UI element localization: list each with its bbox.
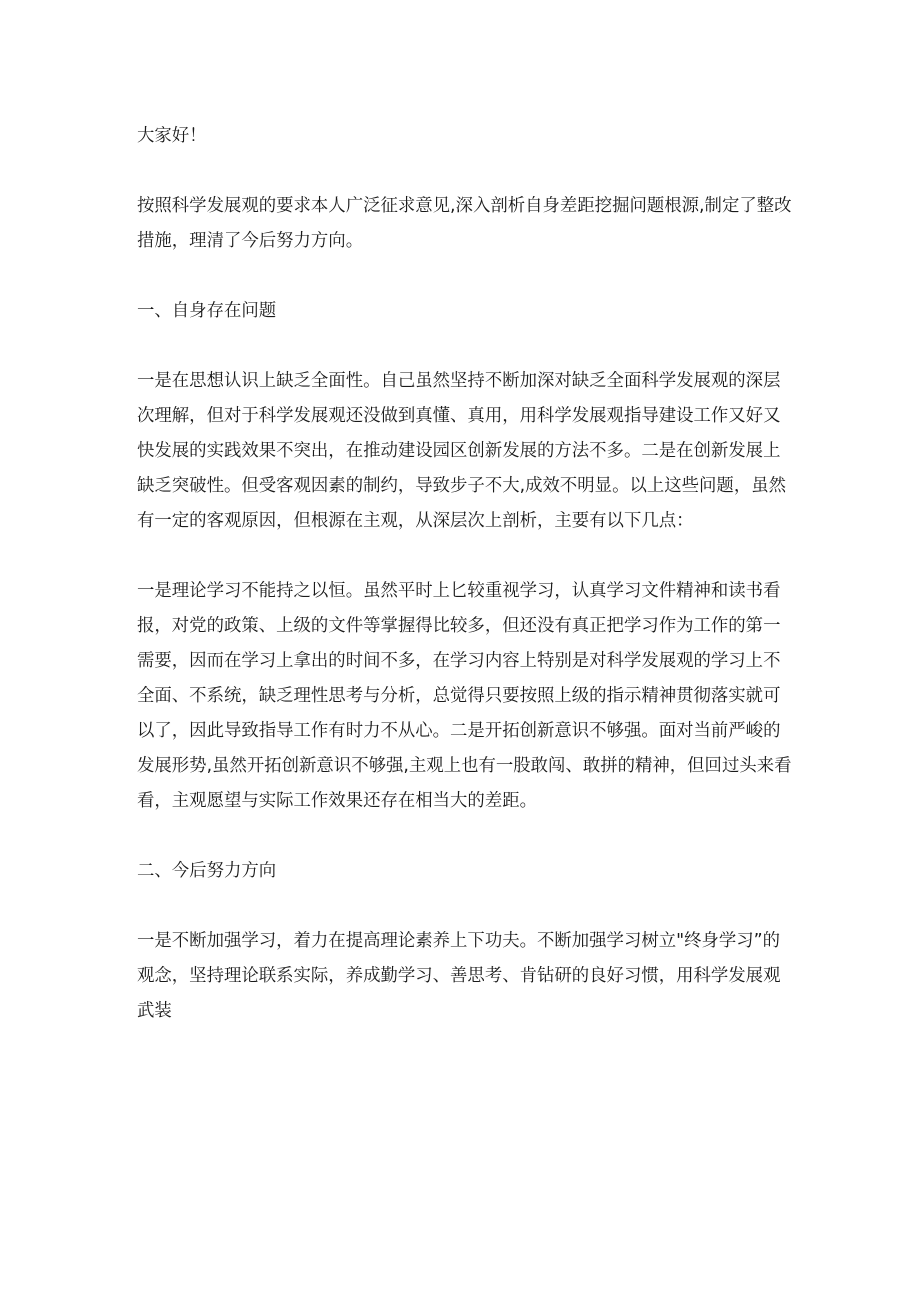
section-heading-direction: 二、今后努力方向 xyxy=(137,861,277,881)
intro-paragraph: 按照科学发展观的要求本人广泛征求意见,深入剖析自身差距挖掘问题根源,制定了整改措施，理清了今后努力方向。 xyxy=(137,196,792,251)
spacer xyxy=(137,329,797,364)
spacer xyxy=(137,819,797,854)
problems-paragraph-2: 一是理论学习不能持之以恒。虽然平时上匕较重视学习，认真学习文件精神和读书看报，对党的政策、上级的文件等掌握得比较多，但还没有真正把学习作为工作的第一需要，因而在学习上拿出的时间不多，在学习内容上特别是对科学发展观的学习上不全面、不系统，缺乏理性思考与分析，总觉得只要按照上级的指示精神贯彻落实就可以了，因此导致指导工作有时力不从心。二是开拓创新意识不够强。面对当前严峻的发展形势,虽然开拓创新意识不够强,主观上也有一股敢闯、敢拼的精神，但回过头来看看，主观愿望与实际工作效果还存在相当大的差距。 xyxy=(137,581,792,811)
greeting-text: 大家好！ xyxy=(137,126,207,146)
spacer xyxy=(137,259,797,294)
spacer xyxy=(137,889,797,924)
document-body xyxy=(137,119,797,1029)
spacer xyxy=(137,539,797,574)
section-heading-problems: 一、自身存在问题 xyxy=(137,301,277,321)
direction-paragraph-1: 一是不断加强学习，着力在提高理论素养上下功夫。不断加强学习树立"终身学习”的观念，坚持理论联系实际，养成勤学习、善思考、肯钻研的良好习惯，用科学发展观武装 xyxy=(137,931,781,1021)
problems-paragraph-1: 一是在思想认识上缺乏全面性。自己虽然坚持不断加深对缺乏全面科学发展观的深层次理解，但对于科学发展观还没做到真懂、真用，用科学发展观指导建设工作又好又快发展的实践效果不突出，在推动建设园区创新发展的方法不多。二是在创新发展上缺乏突破性。但受客观因素的制约，导致步子不大,成效不明显。以上这些问题，虽然有一定的客观原因，但根源在主观，从深层次上剖析，主要有以下几点： xyxy=(137,371,786,531)
spacer xyxy=(137,154,797,189)
